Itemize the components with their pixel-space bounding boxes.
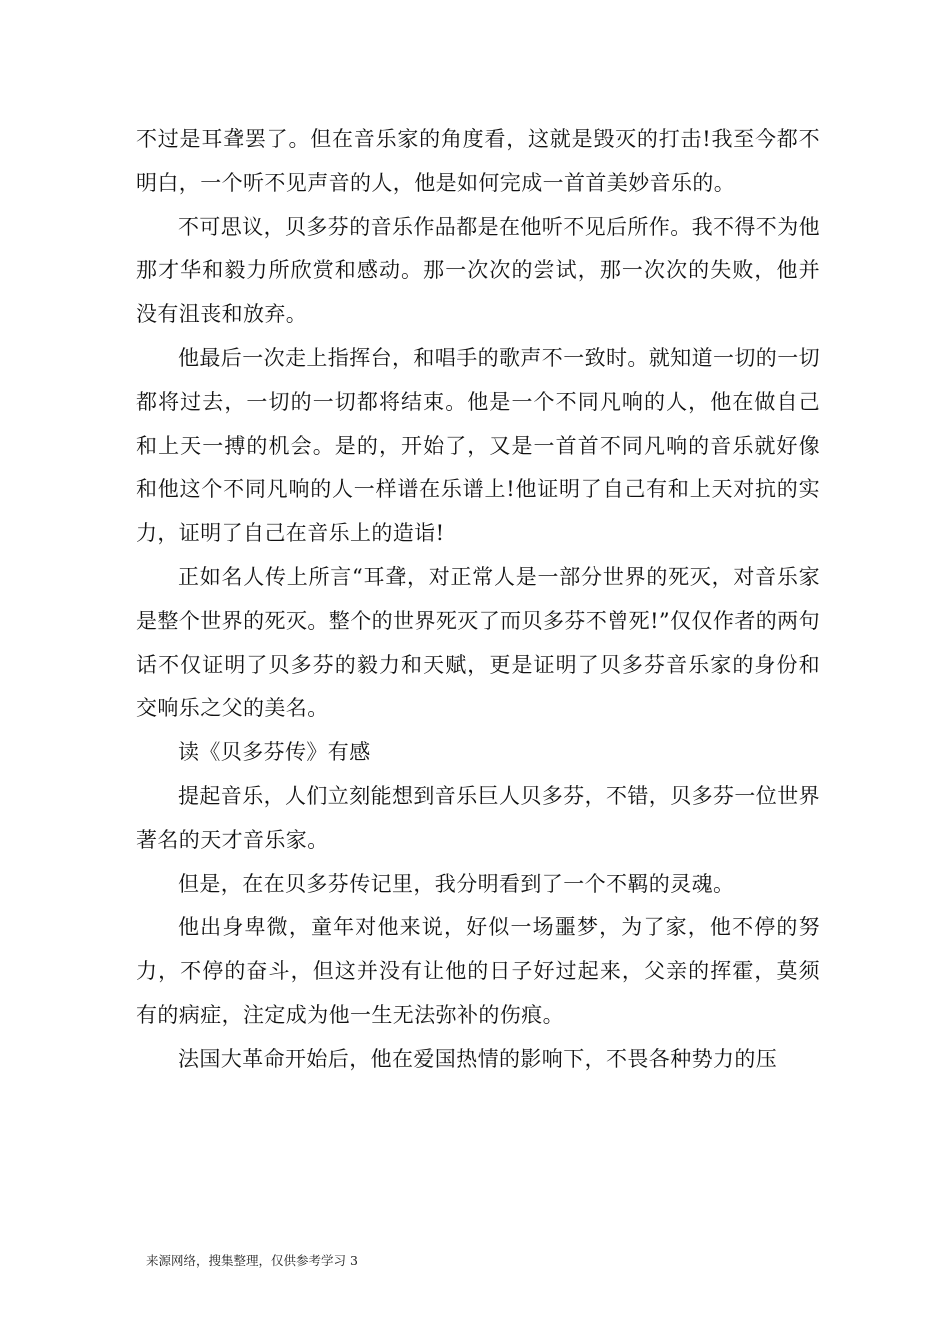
paragraph-1: 不过是耳聋罢了。但在音乐家的角度看，这就是毁灭的打击!我至今都不明白，一个听不见声音的人，他是如何完成一首首美妙音乐的。 [136,127,820,195]
paragraph-2: 不可思议，贝多芬的音乐作品都是在他听不见后所作。我不得不为他那才华和毅力所欣赏和感动。那一次次的尝试，那一次次的失败，他并没有沮丧和放弃。 [136,214,820,327]
paragraph-6: 但是，在在贝多芬传记里，我分明看到了一个不羁的灵魂。 [178,871,735,896]
paragraph-5: 提起音乐，人们立刻能想到音乐巨人贝多芬，不错，贝多芬一位世界著名的天才音乐家。 [136,783,820,852]
paragraph-7: 他出身卑微，童年对他来说，好似一场噩梦，为了家，他不停的努力，不停的奋斗，但这并没有让他的日子好过起来，父亲的挥霍，莫须有的病症，注定成为他一生无法弥补的伤痕。 [136,915,820,1027]
paragraph-4: 正如名人传上所言“耳聋，对正常人是一部分世界的死灭，对音乐家是整个世界的死灭。整个的世界死灭了而贝多芬不曾死!”仅仅作者的两句话不仅证明了贝多芬的毅力和天赋，更是证明了贝多芬音乐家的身份和交响乐之父的美名。 [136,564,820,721]
section-title: 读《贝多芬传》有感 [178,740,371,765]
paragraph-3: 他最后一次走上指挥台，和唱手的歌声不一致时。就知道一切的一切都将过去，一切的一切都将结束。他是一个不同凡响的人，他在做自己和上天一搏的机会。是的，开始了，又是一首首不同凡响的音乐就好像和他这个不同凡响的人一样谱在乐谱上!他证明了自己有和上天对抗的实力，证明了自己在音乐上的造诣! [136,345,820,546]
paragraph-8: 法国大革命开始后，他在爱国热情的影响下，不畏各种势力的压 [178,1046,778,1071]
document-body [136,118,820,1082]
page-footer: 来源网络，搜集整理，仅供参考学习 3 [146,1253,358,1268]
